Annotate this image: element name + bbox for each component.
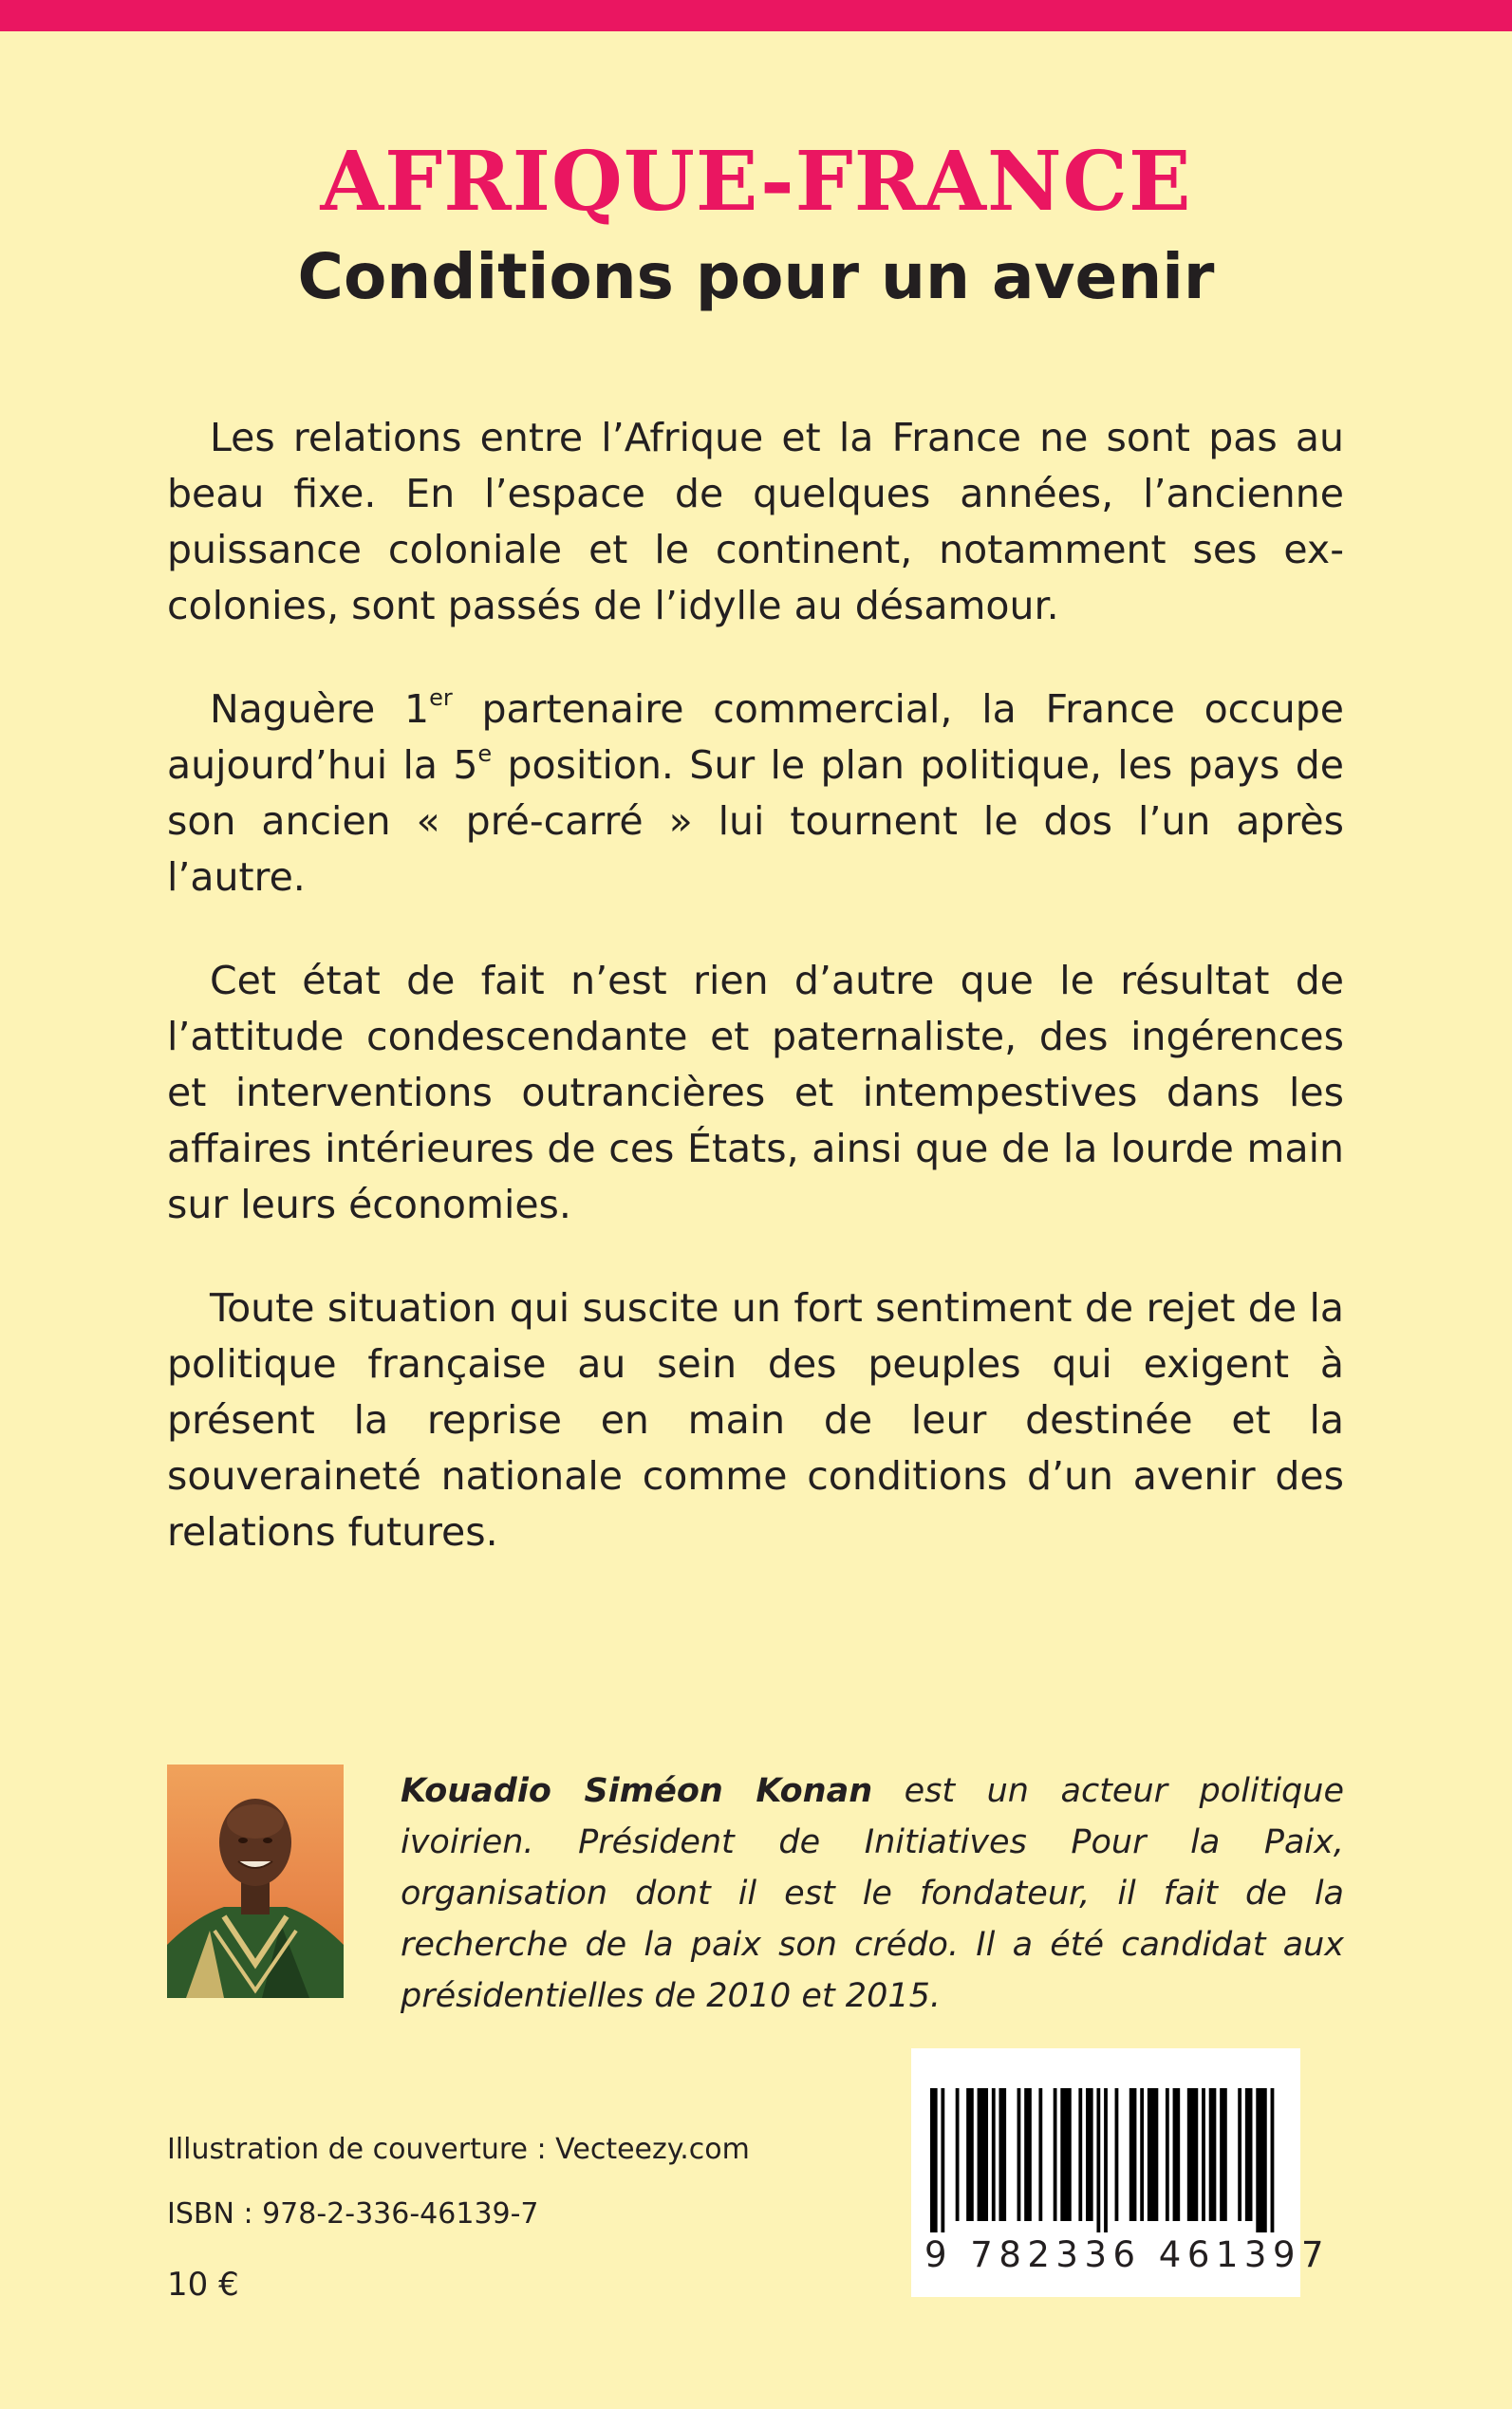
back-cover-summary xyxy=(167,410,1344,1560)
barcode-bar xyxy=(1054,2088,1057,2221)
summary-paragraph-1: Les relations entre l’Afrique et la France ne sont pas au beau fixe. En l’espace de quelques années, l’ancienne puissance coloniale et le continent, notamment ses ex-colonies, sont passés de l’idylle au désamour. xyxy=(167,415,1344,628)
barcode-bar xyxy=(978,2088,988,2221)
barcode-bar xyxy=(1187,2088,1198,2221)
barcode-bar xyxy=(1209,2088,1217,2221)
barcode-digits: 9 782336 461397 xyxy=(924,2234,1331,2275)
barcode-bar xyxy=(1202,2088,1205,2221)
barcode-bar xyxy=(1086,2088,1093,2221)
barcode-bar xyxy=(992,2088,996,2221)
barcode-bar xyxy=(1220,2088,1227,2221)
summary-paragraph-3: Cet état de fait n’est rien d’autre que le résultat de l’attitude condescendante et paternaliste, des ingérences et interventions outrancières et intempestives dans les affaires intérieures de ces États, ainsi que de la lourde main sur leurs économies. xyxy=(167,958,1344,1227)
barcode-bar xyxy=(1038,2088,1042,2221)
barcode-bar xyxy=(1060,2088,1071,2221)
barcode-bars xyxy=(930,2088,1281,2232)
barcode-bar xyxy=(1256,2088,1266,2232)
author-name: Kouadio Siméon Konan xyxy=(401,1772,873,1810)
author-bio: Kouadio Siméon Konan est un acteur politique ivoirien. Président de Initiatives Pour la Paix, organisation dont il est le fondateur, il fait de la recherche de la paix son crédo. Il a été candidat aux présidentielles de 2010 et 2015. xyxy=(401,1772,1344,2015)
summary-paragraph-4: Toute situation qui suscite un fort sentiment de rejet de la politique française au sein des peuples qui exigent à présent la reprise en main de leur destinée et la souveraineté nationale comme conditions d’un avenir des relations futures. xyxy=(167,1285,1344,1555)
barcode xyxy=(911,2048,1331,2297)
barcode-bar xyxy=(1140,2088,1144,2221)
barcode-bar xyxy=(1173,2088,1181,2221)
barcode-bar xyxy=(999,2088,1006,2221)
barcode-bar xyxy=(1245,2088,1253,2221)
barcode-bar xyxy=(1148,2088,1158,2221)
barcode-bar xyxy=(1129,2088,1137,2221)
barcode-bar xyxy=(966,2088,974,2221)
barcode-bar xyxy=(1096,2088,1100,2232)
barcode-bar xyxy=(1017,2088,1021,2221)
summary-paragraph-2: Naguère 1er partenaire commercial, la France occupe aujourd’hui la 5e position. Sur le plan politique, les pays de son ancien « pré-carré » lui tournent le dos l’un après l’autre. xyxy=(167,684,1344,900)
isbn-number: ISBN : 978-2-336-46139-7 xyxy=(167,2197,539,2231)
barcode-bar xyxy=(1166,2088,1169,2221)
barcode-bar xyxy=(1078,2088,1082,2221)
barcode-bar xyxy=(941,2088,944,2232)
barcode-bar xyxy=(930,2088,938,2232)
barcode-bar xyxy=(1115,2088,1119,2221)
barcode-bar xyxy=(1271,2088,1275,2232)
book-title: AFRIQUE-FRANCE xyxy=(320,134,1192,230)
top-accent-band xyxy=(0,0,1512,31)
barcode-bar xyxy=(1104,2088,1108,2232)
barcode-bar xyxy=(1024,2088,1032,2221)
author-photo xyxy=(167,1765,344,1998)
book-price: 10 € xyxy=(167,2266,239,2304)
book-subtitle: Conditions pour un avenir xyxy=(297,240,1215,313)
barcode-bar xyxy=(956,2088,960,2221)
illustration-credit: Illustration de couverture : Vecteezy.com xyxy=(167,2133,750,2166)
barcode-bar xyxy=(1238,2088,1241,2221)
